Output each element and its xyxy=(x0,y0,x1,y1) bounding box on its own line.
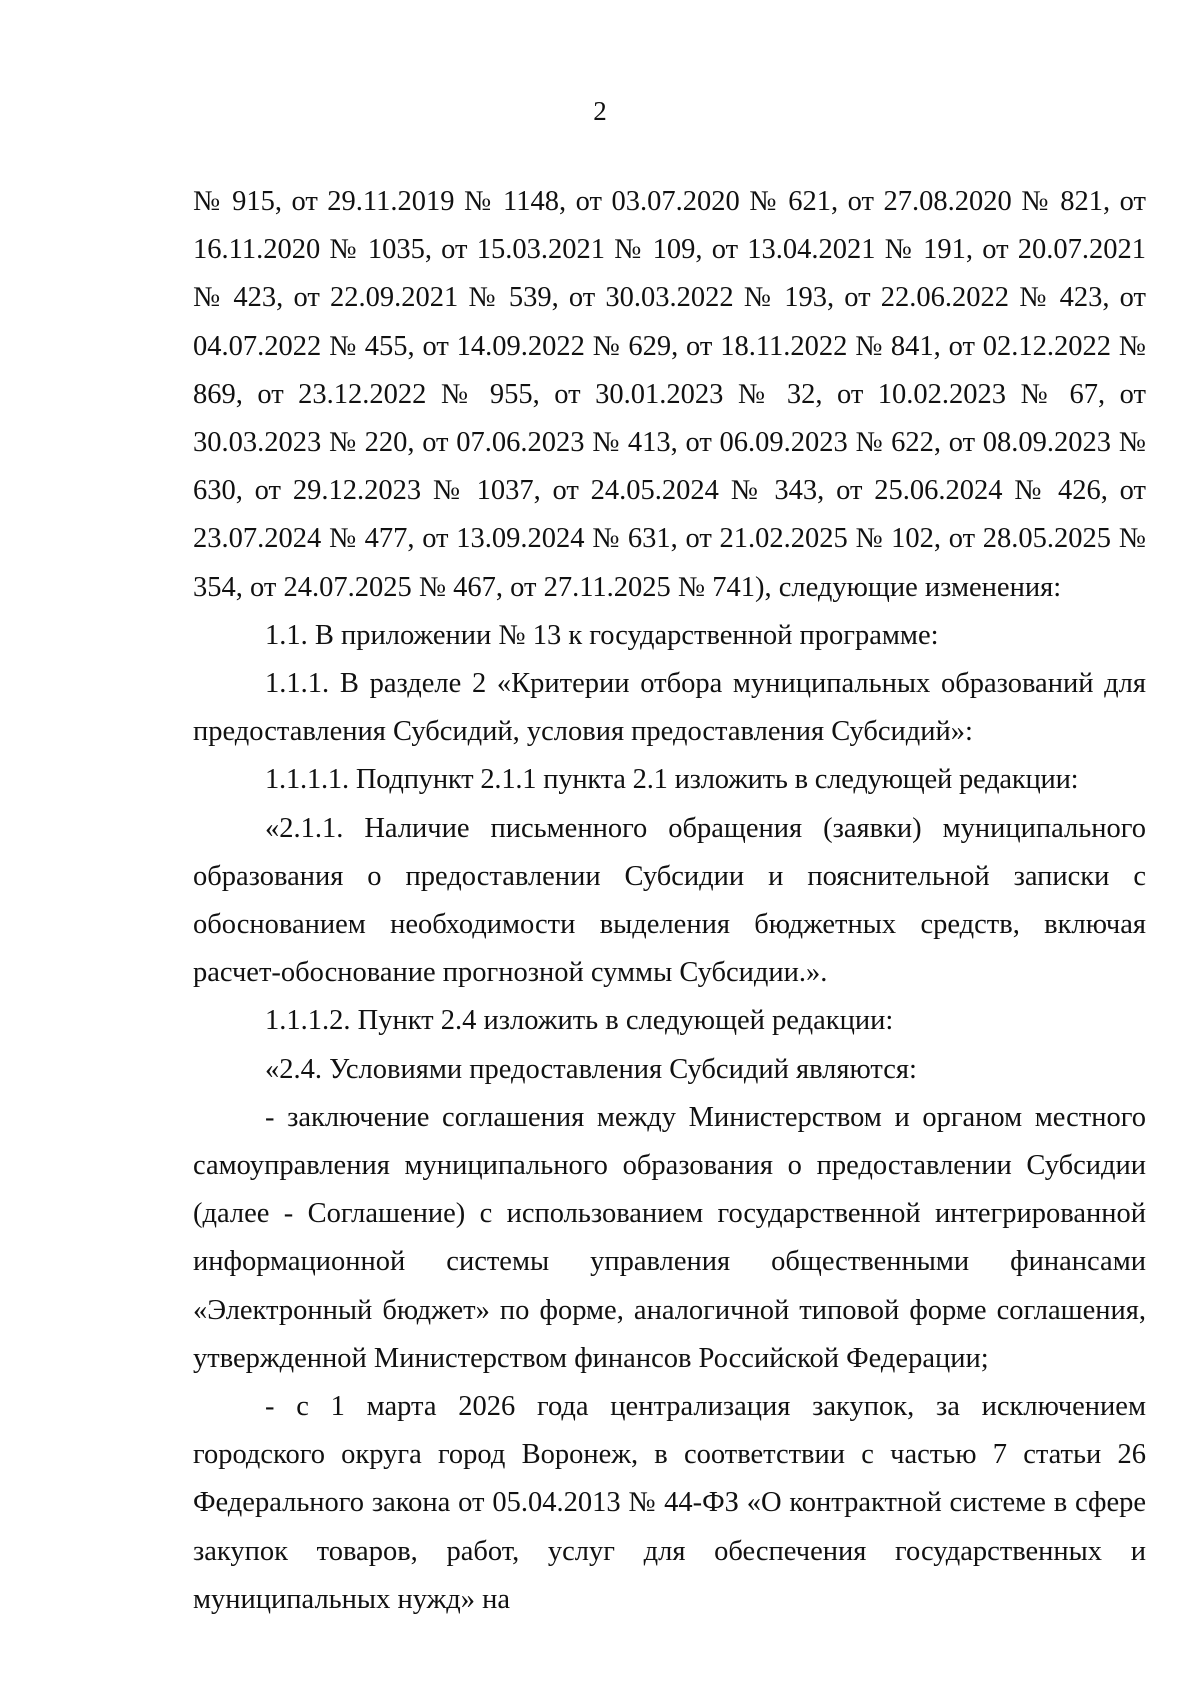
paragraph-quote-2-1-1: «2.1.1. Наличие письменного обращения (заявки) муниципального образования о предоставлении Субсидии и пояснительной записки с обоснованием необходимости выделения бюджетных средств, включая расчет-обоснование прогнозной суммы Субсидии.». xyxy=(193,812,1146,989)
paragraph-1-1-1: 1.1.1. В разделе 2 «Критерии отбора муниципальных образований для предоставления Субсидий, условия предоставления Субсидий»: xyxy=(193,668,1146,748)
page-number: 2 xyxy=(593,96,607,126)
paragraph-1-1-1-1: 1.1.1.1. Подпункт 2.1.1 пункта 2.1 изложить в следующей редакции: xyxy=(265,764,1079,796)
paragraph-amendments-list: № 915, от 29.11.2019 № 1148, от 03.07.2020 № 621, от 27.08.2020 № 821, от 16.11.2020 № 1035, от 15.03.2021 № 109, от 13.04.2021 № 191, от 20.07.2021 № 423, от 22.09.2021 № 539, от 30.03.2022 № 193, от 22.06.2022 № 423, от 04.07.2022 № 455, от 14.09.2022 № 629, от 18.11.2022 № 841, от 02.12.2022 № 869, от 23.12.2022 № 955, от 30.01.2023 № 32, от 10.02.2023 № 67, от 30.03.2023 № 220, от 07.06.2023 № 413, от 06.09.2023 № 622, от 08.09.2023 № 630, от 29.12.2023 № 1037, от 24.05.2024 № 343, от 25.06.2024 № 426, от 23.07.2024 № 477, от 13.09.2024 № 631, от 21.02.2025 № 102, от 28.05.2025 № 354, от 24.07.2025 № 467, от 27.11.2025 № 741), следующие изменения: xyxy=(193,186,1146,603)
paragraph-1-1: 1.1. В приложении № 13 к государственной программе: xyxy=(265,619,939,651)
paragraph-1-1-1-2: 1.1.1.2. Пункт 2.4 изложить в следующей редакции: xyxy=(265,1005,894,1037)
paragraph-condition-agreement: - заключение соглашения между Министерством и органом местного самоуправления муниципального образования о предоставлении Субсидии (далее - Соглашение) с использованием государственной интегрированной информационной системы управления общественными финансами «Электронный бюджет» по форме, аналогичной типовой форме соглашения, утвержденной Министерством финансов Российской Федерации; xyxy=(193,1101,1146,1374)
document-body xyxy=(193,178,1146,1624)
paragraph-condition-procurement: - с 1 марта 2026 года централизация закупок, за исключением городского округа город Воронеж, в соответствии с частью 7 статьи 26 Федерального закона от 05.04.2013 № 44-ФЗ «О контрактной системе в сфере закупок товаров, работ, услуг для обеспечения государственных и муниципальных нужд» на xyxy=(193,1391,1146,1615)
paragraph-quote-2-4: «2.4. Условиями предоставления Субсидий являются: xyxy=(265,1053,917,1085)
